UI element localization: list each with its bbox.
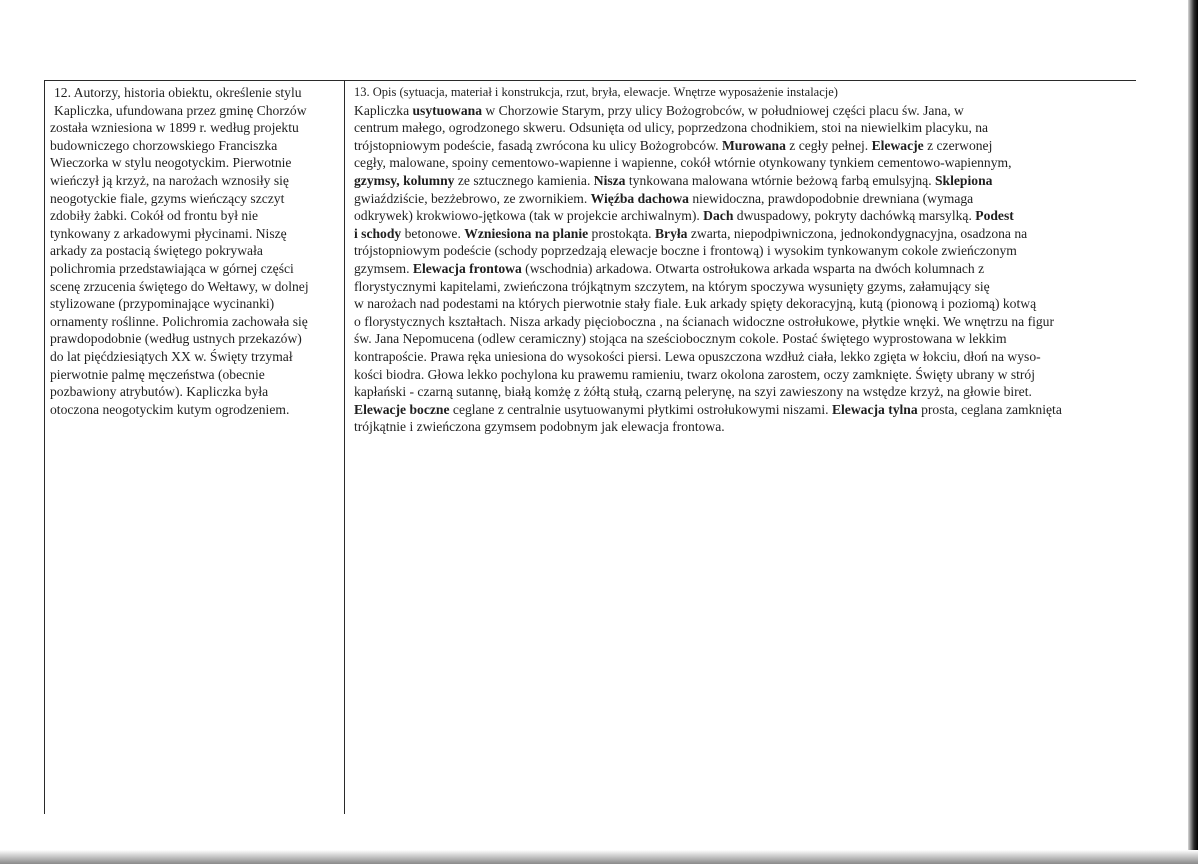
- description-keyword: Elewacje: [871, 137, 924, 153]
- history-line: budowniczego chorzowskiego Franciszka: [50, 137, 278, 153]
- description-text: Kapliczka: [354, 102, 413, 118]
- description-line: [354, 313, 1144, 331]
- description-keyword: Elewacje boczne: [354, 401, 450, 417]
- description-text: niewidoczna, prawdopodobnie drewniana (wymaga: [688, 190, 974, 206]
- description-text: św. Jana Nepomucena (odlew ceramiczny) stojąca na sześciobocznym cokole. Postać świętego wyprostowana w lekkim: [354, 331, 1007, 347]
- description-line: [354, 137, 1144, 155]
- description-text: tynkowana malowana wtórnie beżową farbą emulsyjną.: [625, 172, 935, 188]
- section-12-heading: 12. Autorzy, historia obiektu, określenie stylu: [54, 85, 302, 100]
- description-text: florystycznymi kapitelami, zwieńczona trójkątnym szczytem, na którym spoczywa wysunięty gzyms, załamujący się: [354, 278, 990, 294]
- history-line: otoczona neogotyckim kutym ogrodzeniem.: [50, 401, 290, 417]
- history-line: scenę zrzucenia świętego do Wełtawy, w dolnej: [50, 278, 309, 294]
- history-line: Kapliczka, ufundowana przez gminę Chorzów: [54, 102, 307, 118]
- description-text: z cegły pełnej.: [785, 137, 872, 153]
- description-text: dwuspadowy, pokryty dachówką marsylką.: [733, 208, 976, 224]
- history-line: wieńczył ją krzyż, na narożach wznosiły się: [50, 172, 289, 188]
- description-line: [354, 348, 1144, 366]
- description-line: [354, 383, 1144, 401]
- description-line: [354, 260, 1144, 278]
- description-text: ze sztucznego kamienia.: [454, 172, 594, 188]
- table-top-border: [44, 80, 1136, 81]
- description-keyword: Sklepiona: [935, 172, 993, 188]
- history-line: pozbawiony atrybutów). Kapliczka była: [50, 384, 269, 400]
- section-12-history: [50, 84, 340, 418]
- description-line: [354, 119, 1144, 137]
- history-line: zdobiły żabki. Cokół od frontu był nie: [50, 208, 259, 224]
- description-keyword: Więźba dachowa: [590, 190, 689, 206]
- description-line: [354, 278, 1144, 296]
- description-text: gwiaździście, bezżebrowo, ze zwornikiem.: [354, 190, 591, 206]
- description-line: [354, 207, 1144, 225]
- section-13-description: [354, 84, 1144, 436]
- history-line: neogotyckie fiale, gzyms wieńczący szczyt: [50, 190, 285, 206]
- description-keyword: Murowana: [721, 137, 786, 153]
- description-text: z czerwonej: [923, 137, 993, 153]
- description-keyword: Bryła: [654, 225, 688, 241]
- description-text: kontrapoście. Prawa ręka uniesiona do wysokości piersi. Lewa opuszczona wzdłuż ciała, lekko zgięta w łokciu, dłoń na wyso-: [354, 348, 1041, 364]
- description-keyword: usytuowana: [412, 102, 483, 118]
- description-body: [354, 102, 1144, 436]
- description-text: betonowe.: [401, 225, 465, 241]
- description-line: [354, 401, 1144, 419]
- description-text: prostokąta.: [588, 225, 655, 241]
- history-line: do lat pięćdziesiątych XX w. Święty trzymał: [50, 348, 293, 364]
- description-text: cegły, malowane, spoiny cementowo-wapienne i wapienne, cokół wtórnie otynkowany tynkiem cementowo-wapiennym,: [354, 155, 1012, 171]
- description-keyword: Nisza: [593, 172, 626, 188]
- description-text: w Chorzowie Starym, przy ulicy Bożogrobców, w południowej części placu św. Jana, w: [482, 102, 964, 118]
- description-text: trójstopniowym podeście, fasadą zwrócona ku ulicy Bożogrobców.: [354, 137, 722, 153]
- column-divider: [344, 80, 345, 814]
- description-text: trójstopniowym podeście (schody poprzedzają elewacje boczne i frontową) i wysokim tynkowanym cokole zwieńczonym: [354, 243, 1017, 259]
- history-line: prawdopodobnie (według ustnych przekazów): [50, 331, 302, 347]
- scan-shadow-bottom: [0, 850, 1198, 864]
- history-line: pierwotnie palmę męczeństwa (obecnie: [50, 366, 265, 382]
- description-keyword: Wzniesiona na planie: [464, 225, 589, 241]
- history-line: Wieczorka w stylu neogotyckim. Pierwotnie: [50, 155, 292, 171]
- description-text: w narożach nad podestami na których pierwotnie stały fiale. Łuk arkady spięty dekoracyjną, kutą (pionową i poziomą) kotwą: [354, 296, 1037, 312]
- description-line: [354, 190, 1144, 208]
- description-text: gzymsem.: [354, 260, 413, 276]
- description-line: [354, 366, 1144, 384]
- history-line: została wzniesiona w 1899 r. według projektu: [50, 120, 299, 136]
- description-keyword: gzymsy, kolumny: [354, 172, 455, 188]
- section-13-heading: 13. Opis (sytuacja, materiał i konstrukcja, rzut, bryła, elewacje. Wnętrze wyposażenie instalacje): [354, 85, 838, 99]
- description-text: prosta, ceglana zamknięta: [917, 401, 1062, 417]
- description-line: [354, 418, 1144, 436]
- history-line: polichromia przedstawiająca w górnej części: [50, 260, 294, 276]
- description-line: [354, 330, 1144, 348]
- description-text: odkrywek) krokwiowo-jętkowa (tak w projekcie archiwalnym).: [354, 208, 704, 224]
- description-text: (wschodnia) arkadowa. Otwarta ostrołukowa arkada wsparta na dwóch kolumnach z: [521, 260, 985, 276]
- description-line: [354, 225, 1144, 243]
- description-keyword: Elewacja frontowa: [412, 260, 522, 276]
- scan-shadow-right: [1188, 0, 1198, 864]
- description-text: zwarta, niepodpiwniczona, jednokondygnacyjna, osadzona na: [687, 225, 1028, 241]
- description-text: trójkątnie i zwieńczona gzymsem podobnym jak elewacja frontowa.: [354, 419, 725, 435]
- description-keyword: Podest: [975, 208, 1014, 224]
- description-text: kapłański - czarną sutannę, białą komżę z żółtą stułą, czarną pelerynę, na szyi zawieszony na wstędze krzyż, na głowie biret.: [354, 384, 1032, 400]
- description-line: [354, 154, 1144, 172]
- history-line: ornamenty roślinne. Polichromia zachowała się: [50, 313, 308, 329]
- description-keyword: Elewacja tylna: [831, 401, 918, 417]
- description-text: ceglane z centralnie usytuowanymi płytkimi ostrołukowymi niszami.: [449, 401, 832, 417]
- description-line: [354, 242, 1144, 260]
- history-line: stylizowane (przypominające wycinanki): [50, 296, 275, 312]
- description-line: [354, 295, 1144, 313]
- description-keyword: Dach: [703, 208, 734, 224]
- description-line: [354, 172, 1144, 190]
- description-keyword: i schody: [354, 225, 402, 241]
- description-text: o florystycznych kształtach. Nisza arkady pięcioboczna , na ścianach widoczne ostrołukowe, płytkie wnęki. We wnętrzu na figur: [354, 313, 1054, 329]
- history-line: tynkowany z arkadowymi płycinami. Niszę: [50, 225, 287, 241]
- description-text: centrum małego, ogrodzonego skweru. Odsunięta od ulicy, poprzedzona chodnikiem, stoi na niewielkim placyku, na: [354, 120, 989, 136]
- description-line: [354, 102, 1144, 120]
- description-text: kości biodra. Głowa lekko pochylona ku prawemu ramieniu, twarz okolona zarostem, oczy zamknięte. Święty ubrany w strój: [354, 366, 1036, 382]
- table-left-border: [44, 80, 45, 814]
- history-line: arkady za postacią świętego pokrywała: [50, 243, 263, 259]
